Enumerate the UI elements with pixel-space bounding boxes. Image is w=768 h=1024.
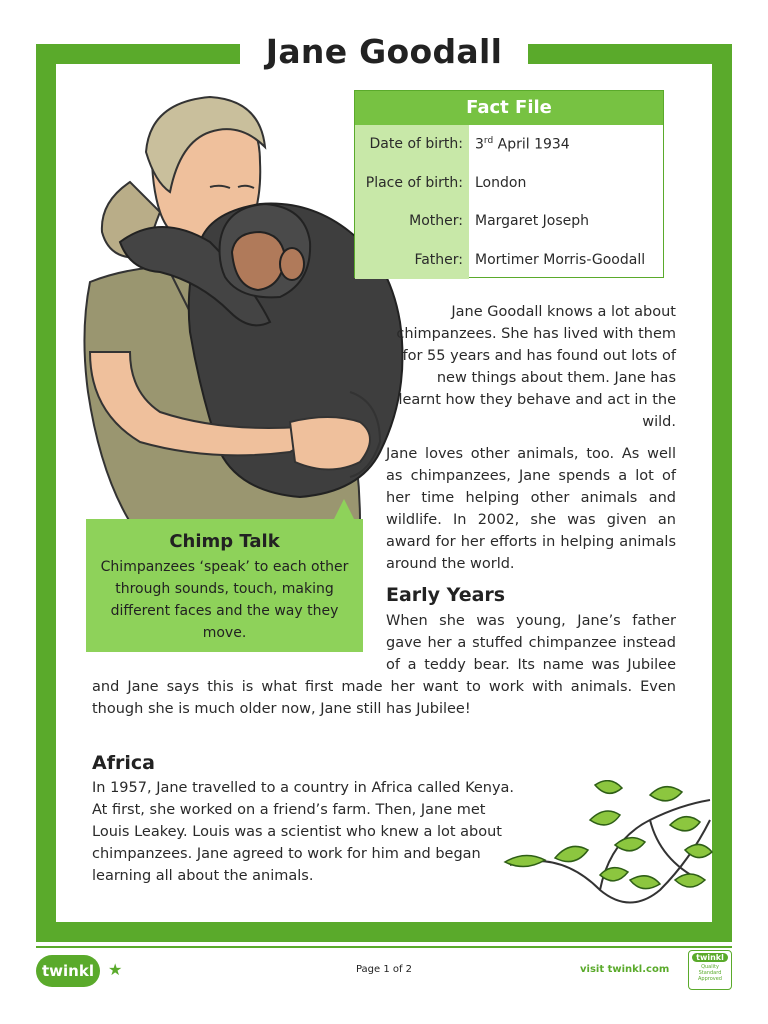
fact-value [469,136,570,153]
fact-row-mother [355,202,663,241]
footer-divider [36,946,732,948]
animals-paragraph: Jane loves other animals, too. As well as chimpanzees, Jane spends a lot of her time helping other animals and wildlife. In 2002, she was given an award for her efforts in helping animals around the world. [386,446,676,572]
fact-label: Date of birth: [355,125,469,164]
star-icon: ★ [108,960,123,979]
visit-link[interactable]: visit twinkl.com [580,964,670,975]
fact-file-box [354,90,664,278]
fact-value: Margaret Joseph [475,213,589,230]
fact-row-father [355,241,663,280]
birth-day-suffix: rd [483,135,494,146]
early-years-heading: Early Years [386,584,506,606]
fact-value: London [475,174,527,191]
twinkl-logo: twinkl [36,955,100,987]
africa-heading: Africa [92,752,155,774]
page-number: Page 1 of 2 [355,964,413,975]
callout-title: Chimp Talk [169,531,280,552]
birth-day: 3 [475,136,484,153]
fact-file-rows [355,125,663,279]
fact-label: Place of birth: [355,164,469,203]
fact-row-place-of-birth [355,164,663,203]
badge-subtitle: Quality Standard Approved [698,964,722,982]
badge-title: twinkl [692,953,728,962]
quality-badge [688,950,732,990]
chimp-talk-callout [86,519,363,652]
fact-label: Father: [355,241,469,280]
page-title: Jane Goodall [265,32,503,71]
africa-paragraph: In 1957, Jane travelled to a country in Africa called Kenya. At first, she worked on a friend’s farm. Then, Jane met Louis Leakey. Louis was a scientist who knew a lot about chimpanzees. Jane agreed to work for him and began learning all about the animals. [92,780,515,884]
fact-value: Mortimer Morris-Goodall [475,251,646,268]
callout-tail [334,499,354,519]
intro-paragraph: Jane Goodall knows a lot about chimpanzees. She has lived with them for 55 years and has found out lots of new things about them. Jane has learnt how they behave and act in the wild. [396,304,676,430]
fact-row-date-of-birth [355,125,663,164]
vine-decoration [500,780,715,920]
early-years-paragraph: When she was young, Jane’s father gave her a stuffed chimpanzee instead of a teddy bear. Its name was Jubilee and Jane says this is what first made her want to work with animals. Even though she is much older now, Jane still has Jubilee! [92,613,676,717]
birth-month-year: April 1934 [493,136,570,153]
fact-label: Mother: [355,202,469,241]
callout-text: Chimpanzees ‘speak’ to each other through sounds, touch, making different faces and the way they move. [100,559,349,641]
title-banner [240,22,528,82]
fact-file-heading: Fact File [355,91,663,125]
